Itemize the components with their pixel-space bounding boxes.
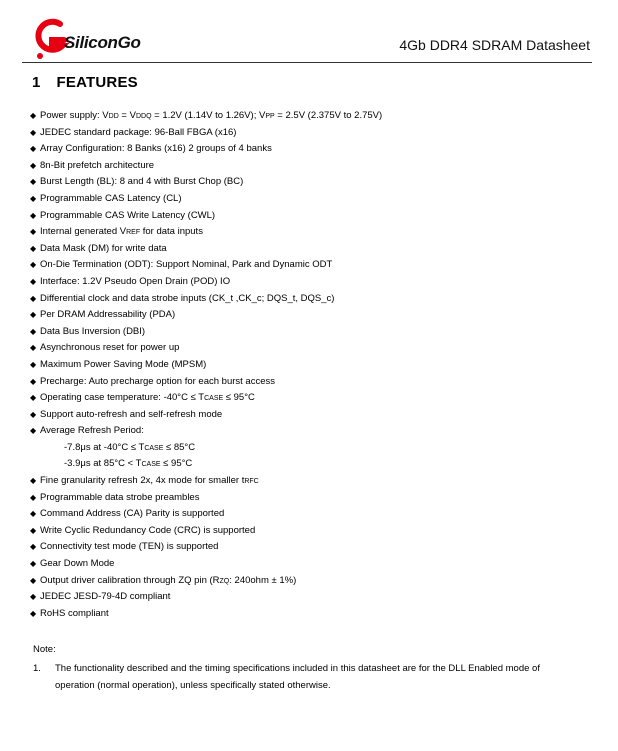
document-title: 4Gb DDR4 SDRAM Datasheet <box>399 37 590 53</box>
feature-text: Data Bus Inversion (DBI) <box>40 325 146 337</box>
bullet-icon: ◆ <box>30 276 37 286</box>
bullet-icon: ◆ <box>30 343 37 353</box>
feature-item <box>30 141 600 158</box>
feature-text: Array Configuration: 8 Banks (x16) 2 groups of 4 banks <box>40 143 272 155</box>
feature-text: Power supply: V <box>40 110 109 121</box>
bullet-icon: ◆ <box>30 608 37 618</box>
bullet-icon: ◆ <box>30 492 37 502</box>
feature-item <box>30 407 600 424</box>
bullet-icon: ◆ <box>30 260 37 270</box>
feature-text: Asynchronous reset for power up <box>40 342 180 354</box>
feature-item <box>30 324 600 341</box>
feature-text: Programmable data strobe preambles <box>40 491 200 503</box>
feature-text: Write Cyclic Redundancy Code (CRC) is supported <box>40 524 256 536</box>
page-header <box>22 14 592 63</box>
feature-text: Output driver calibration through ZQ pin (R <box>40 574 220 586</box>
feature-text: Internal generated V <box>40 226 127 238</box>
bullet-icon: ◆ <box>30 359 37 369</box>
feature-text: Average Refresh Period: <box>40 425 144 437</box>
bullet-icon: ◆ <box>30 393 37 403</box>
feature-subscript: CASE <box>144 444 164 452</box>
feature-item <box>30 456 600 473</box>
bullet-icon: ◆ <box>30 293 37 303</box>
feature-text: ≤ 95°C <box>160 458 193 470</box>
feature-text: Support auto-refresh and self-refresh mode <box>40 408 223 420</box>
feature-item <box>30 307 600 324</box>
feature-item <box>30 573 600 590</box>
bullet-icon: ◆ <box>30 592 37 602</box>
feature-subscript: CASE <box>204 395 224 403</box>
feature-text: ≤ 85°C <box>163 441 196 453</box>
feature-text: Burst Length (BL): 8 and 4 with Burst Chop (BC) <box>40 176 244 188</box>
note-text: The functionality described and the timing specifications included in this datasheet are for the DLL Enabled mode of operation (normal operation), unless specifically stated otherwise. <box>55 663 540 691</box>
feature-item <box>30 257 600 274</box>
feature-text: Interface: 1.2V Pseudo Open Drain (POD) IO <box>40 275 231 287</box>
feature-text: Gear Down Mode <box>40 558 115 570</box>
bullet-icon: ◆ <box>30 476 37 486</box>
feature-item <box>30 440 600 457</box>
feature-item <box>30 291 600 308</box>
bullet-icon: ◆ <box>30 127 37 137</box>
feature-item <box>30 241 600 258</box>
feature-subscript: DD <box>108 113 119 120</box>
bullet-icon: ◆ <box>30 177 37 187</box>
feature-item <box>30 191 600 208</box>
feature-text: RoHS compliant <box>40 607 109 619</box>
feature-text: Data Mask (DM) for write data <box>40 242 167 254</box>
feature-item <box>30 390 600 407</box>
bullet-icon: ◆ <box>30 144 37 154</box>
bullet-icon: ◆ <box>30 426 37 436</box>
feature-text: Programmable CAS Write Latency (CWL) <box>40 209 216 221</box>
feature-text: Fine granularity refresh 2x, 4x mode for smaller t <box>40 475 245 487</box>
section-number: 1 <box>32 74 41 91</box>
feature-item <box>30 108 600 125</box>
feature-text: JEDEC JESD-79-4D compliant <box>40 591 171 603</box>
feature-item <box>30 473 600 490</box>
bullet-icon: ◆ <box>30 542 37 552</box>
feature-item <box>30 224 600 241</box>
bullet-icon: ◆ <box>30 160 37 170</box>
feature-item <box>30 490 600 507</box>
feature-item <box>30 539 600 556</box>
brand-name: SiliconGo <box>64 33 141 52</box>
bullet-icon: ◆ <box>30 559 37 569</box>
feature-text: = 1.2V (1.14V to 1.26V); V <box>151 110 266 121</box>
bullet-icon: ◆ <box>30 193 37 203</box>
feature-text: Differential clock and data strobe inputs (CK_t ,CK_c; DQS_t, DQS_c) <box>40 292 335 304</box>
feature-text: -7.8μs at -40°C ≤ T <box>64 441 145 453</box>
feature-item <box>30 606 600 623</box>
feature-subscript: ZQ <box>219 577 230 585</box>
feature-item <box>30 523 600 540</box>
feature-item <box>30 158 600 175</box>
feature-item <box>30 125 600 142</box>
feature-text: Per DRAM Addressability (PDA) <box>40 309 176 321</box>
bullet-icon: ◆ <box>30 326 37 336</box>
bullet-icon: ◆ <box>30 575 37 585</box>
feature-text: -3.9μs at 85°C < T <box>64 458 142 470</box>
feature-text: Command Address (CA) Parity is supported <box>40 508 225 520</box>
feature-text: On-Die Termination (ODT): Support Nominal, Park and Dynamic ODT <box>40 259 333 271</box>
bullet-icon: ◆ <box>30 310 37 320</box>
feature-text: for data inputs <box>140 226 203 238</box>
feature-text: : 240ohm ± 1%) <box>229 574 297 586</box>
feature-subscript: PP <box>265 113 275 120</box>
feature-item <box>30 374 600 391</box>
bullet-icon: ◆ <box>30 210 37 220</box>
feature-item <box>30 423 600 440</box>
feature-list <box>30 108 600 622</box>
feature-subscript: CASE <box>141 461 161 469</box>
feature-text: 8n-Bit prefetch architecture <box>40 159 155 171</box>
note-label: Note: <box>33 644 56 655</box>
feature-subscript: REF <box>126 229 141 237</box>
feature-text: Precharge: Auto precharge option for each burst access <box>40 375 275 387</box>
note <box>33 660 573 694</box>
feature-subscript: DDQ <box>135 113 152 120</box>
feature-text: = V <box>118 110 136 121</box>
feature-item <box>30 556 600 573</box>
feature-text: Maximum Power Saving Mode (MPSM) <box>40 358 207 370</box>
bullet-icon: ◆ <box>30 227 37 237</box>
note-number: 1. <box>33 663 41 674</box>
bullet-icon: ◆ <box>30 509 37 519</box>
feature-text: Programmable CAS Latency (CL) <box>40 192 182 204</box>
feature-text: JEDEC standard package: 96-Ball FBGA (x16) <box>40 126 237 138</box>
feature-item <box>30 174 600 191</box>
feature-item <box>30 208 600 225</box>
feature-text: Operating case temperature: -40°C ≤ T <box>40 392 205 404</box>
bullet-icon: ◆ <box>30 243 37 253</box>
bullet-icon: ◆ <box>30 376 37 386</box>
bullet-icon: ◆ <box>30 409 37 419</box>
feature-item <box>30 274 600 291</box>
feature-item <box>30 357 600 374</box>
feature-text: ≤ 95°C <box>223 392 255 404</box>
feature-subscript: RFC <box>244 478 259 486</box>
bullet-icon: ◆ <box>30 111 37 120</box>
feature-item <box>30 506 600 523</box>
feature-item <box>30 589 600 606</box>
feature-text: Connectivity test mode (TEN) is supported <box>40 541 219 553</box>
feature-item <box>30 340 600 357</box>
section-title: FEATURES <box>56 74 138 91</box>
bullet-icon: ◆ <box>30 525 37 535</box>
feature-text: = 2.5V (2.375V to 2.75V) <box>274 110 383 121</box>
section-heading <box>32 74 138 91</box>
